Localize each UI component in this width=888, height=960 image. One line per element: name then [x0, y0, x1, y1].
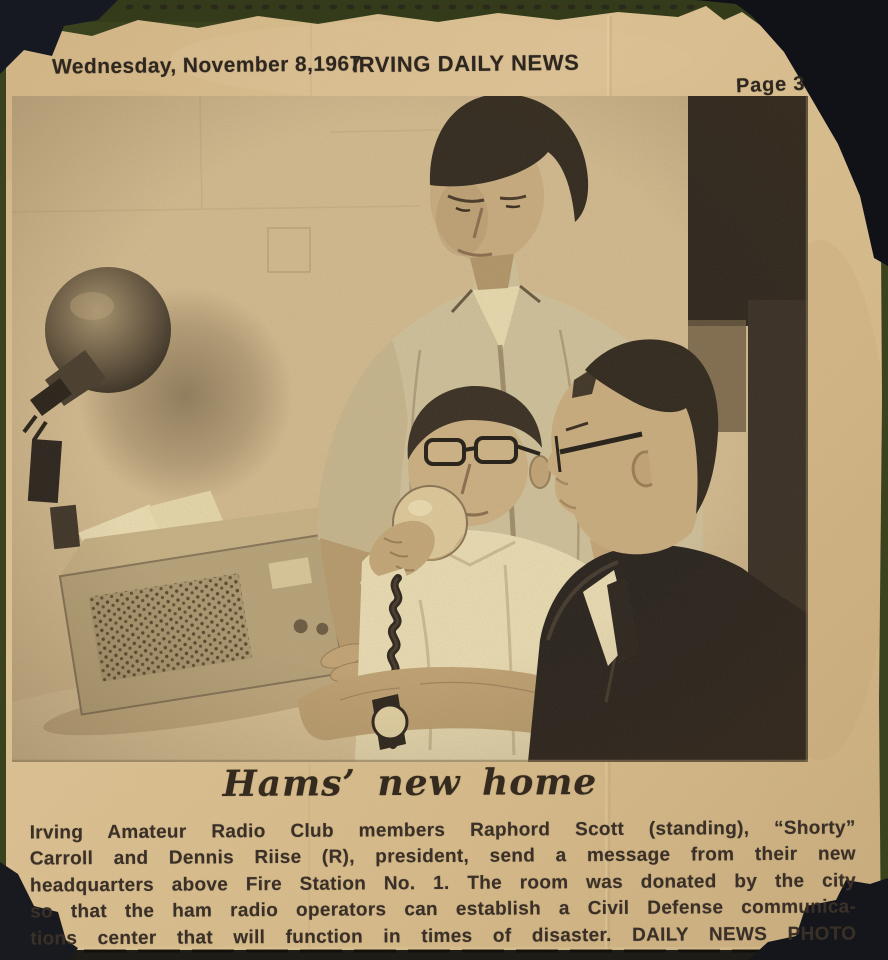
caption-line: so that the ham radio operators can establish a Civil Defense communica- [30, 896, 857, 923]
page-number: Page 3 [735, 72, 806, 98]
caption-line: Carroll and Dennis Riise (R), president, send a message from their new [29, 843, 856, 870]
caption-line: tions center that will function in times of disaster. DAILY NEWS PHOTO [30, 923, 857, 950]
caption-line: Irving Amateur Radio Club members Raphord Scott (standing), “Shorty” [29, 817, 856, 844]
photo-caption [30, 815, 857, 952]
photo-headline: Hams’ new home [222, 761, 598, 805]
caption-line: headquarters above Fire Station No. 1. The room was donated by the city [29, 870, 857, 897]
issue-date: Wednesday, November 8,1967 [51, 52, 362, 79]
newspaper-title: IRVING DAILY NEWS [351, 49, 580, 78]
news-photo [11, 94, 808, 762]
